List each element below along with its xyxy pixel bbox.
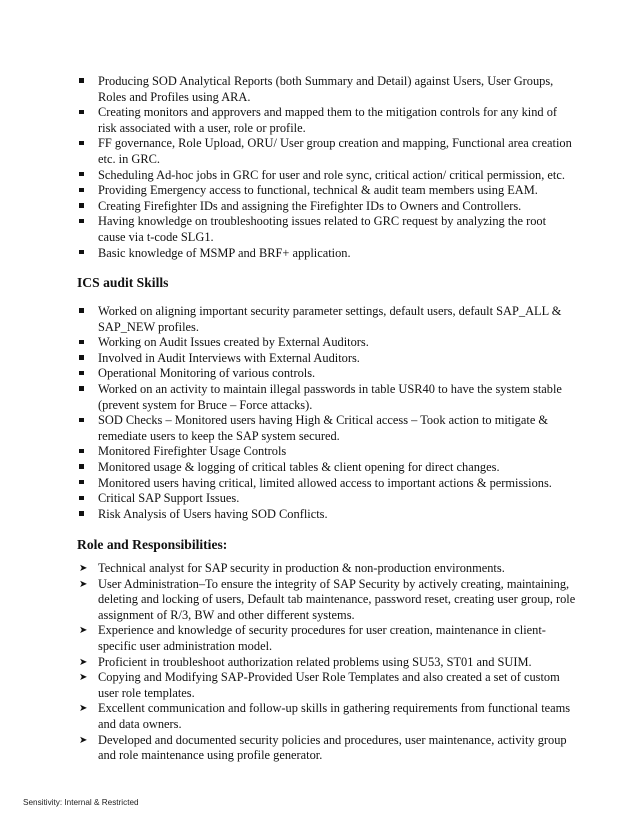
bullet-icon xyxy=(79,444,91,460)
list-item: Worked on aligning important security parameter settings, default users, default SAP_ALL & SAP_NEW profiles. xyxy=(0,304,638,335)
bullet-icon xyxy=(79,168,91,184)
bullet-icon xyxy=(79,507,91,523)
list-item: Having knowledge on troubleshooting issues related to GRC request by analyzing the root cause via t-code SLG1. xyxy=(0,214,638,245)
bullet-icon xyxy=(79,183,91,199)
arrow-bullet-icon: ➤ xyxy=(79,672,88,684)
bullet-icon xyxy=(79,335,91,351)
bullet-icon xyxy=(79,413,91,429)
list-item: Creating Firefighter IDs and assigning the Firefighter IDs to Owners and Controllers. xyxy=(0,199,638,215)
arrow-bullet-icon: ➤ xyxy=(79,625,88,637)
arrow-bullet-icon: ➤ xyxy=(79,656,88,668)
ics-audit-list xyxy=(0,304,638,522)
list-item: Monitored users having critical, limited allowed access to important actions & permissions. xyxy=(0,476,638,492)
bullet-icon xyxy=(79,214,91,230)
bullet-icon xyxy=(79,199,91,215)
sensitivity-footer: Sensitivity: Internal & Restricted xyxy=(23,798,139,807)
bullet-icon xyxy=(79,382,91,398)
list-item: FF governance, Role Upload, ORU/ User group creation and mapping, Functional area creation etc. in GRC. xyxy=(0,136,638,167)
bullet-icon xyxy=(79,74,91,90)
roles-heading: Role and Responsibilities: xyxy=(77,537,228,552)
bullet-icon xyxy=(79,304,91,320)
list-item: Worked on an activity to maintain illegal passwords in table USR40 to have the system stable (prevent system for Bruce – Force attacks). xyxy=(0,382,638,413)
list-item: SOD Checks – Monitored users having High & Critical access – Took action to mitigate & remediate users to keep the SAP system secured. xyxy=(0,413,638,444)
list-item: ➤ User Administration–To ensure the integrity of SAP Security by actively creating, maintaining, deleting and locking of users, Default tab maintenance, password reset, creating user group, role assignment of R/3, BW and other different systems. xyxy=(79,576,576,622)
bullet-icon xyxy=(79,246,91,262)
list-item: Providing Emergency access to functional, technical & audit team members using EAM. xyxy=(0,183,638,199)
list-item: ➤ Proficient in troubleshoot authorization related problems using SU53, ST01 and SUIM. xyxy=(79,654,532,669)
bullet-icon xyxy=(79,105,91,121)
list-item: Producing SOD Analytical Reports (both Summary and Detail) against Users, User Groups, Roles and Profiles using ARA. xyxy=(0,74,638,105)
bullet-icon xyxy=(79,491,91,507)
list-item: ➤ Experience and knowledge of security procedures for user creation, maintenance in client-specific user administration model. xyxy=(79,623,546,653)
list-item: Basic knowledge of MSMP and BRF+ application. xyxy=(0,246,638,262)
bullet-icon xyxy=(79,460,91,476)
list-item: ➤ Excellent communication and follow-up skills in gathering requirements from functional teams and data owners. xyxy=(79,701,571,731)
list-item: Monitored Firefighter Usage Controls xyxy=(0,444,638,460)
list-item: Creating monitors and approvers and mapped them to the mitigation controls for any kind of risk associated with a user, role or profile. xyxy=(0,105,638,136)
list-item: ➤ Developed and documented security policies and procedures, user maintenance, activity group and role maintenance using profile generator. xyxy=(79,732,567,763)
ics-audit-heading: ICS audit Skills xyxy=(77,275,169,290)
arrow-bullet-icon: ➤ xyxy=(79,703,88,715)
list-item: Critical SAP Support Issues. xyxy=(0,491,638,507)
list-item: Risk Analysis of Users having SOD Conflicts. xyxy=(0,507,638,523)
list-item: Involved in Audit Interviews with External Auditors. xyxy=(0,351,638,367)
list-item: ➤ Copying and Modifying SAP-Provided User Role Templates and also created a set of custom user role templates. xyxy=(79,670,560,700)
grc-skills-list xyxy=(0,74,638,261)
list-item: Working on Audit Issues created by External Auditors. xyxy=(0,335,638,351)
arrow-bullet-icon: ➤ xyxy=(79,578,88,590)
list-item: Monitored usage & logging of critical tables & client opening for direct changes. xyxy=(0,460,638,476)
bullet-icon xyxy=(79,476,91,492)
bullet-icon xyxy=(79,351,91,367)
arrow-bullet-icon: ➤ xyxy=(79,563,88,574)
bullet-icon xyxy=(79,366,91,382)
list-item: Operational Monitoring of various controls. xyxy=(0,366,638,382)
list-item: ➤ Technical analyst for SAP security in production & non-production environments. xyxy=(79,561,505,575)
roles-list xyxy=(0,561,638,764)
arrow-bullet-icon: ➤ xyxy=(79,734,88,746)
bullet-icon xyxy=(79,136,91,152)
list-item: Scheduling Ad-hoc jobs in GRC for user and role sync, critical action/ critical permission, etc. xyxy=(0,168,638,184)
